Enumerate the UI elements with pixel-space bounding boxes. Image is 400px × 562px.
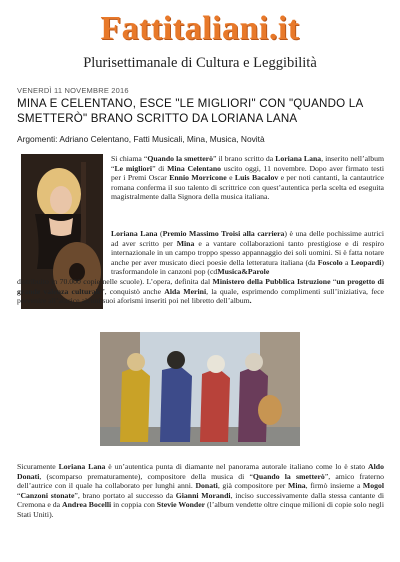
bold-text-run: Ennio Morricone (169, 173, 227, 183)
article-tags (17, 134, 265, 144)
text-run: , (scomparso prematuramente), compositore della musica di “ (39, 471, 253, 481)
bold-text-run: Mina Celentano (167, 163, 222, 173)
bold-text-run: Loriana Lana (58, 462, 106, 471)
bold-text-run: Alda Merini (164, 286, 207, 296)
text-run: a (342, 257, 351, 267)
tags-list[interactable]: Adriano Celentano, Fatti Musicali, Mina, Musica, Novità (59, 134, 265, 144)
paragraph-biography-continued (17, 277, 384, 306)
text-run: è un’autentica punta di diamante nel panorama autorale italiano come lo è stato (105, 462, 369, 471)
bold-text-run: Donati (195, 481, 218, 491)
text-run: , inciso successivamente dalla stessa cantante di Cremona e da (17, 490, 384, 510)
bold-text-run: un progetto di grande valenza culturale (17, 277, 384, 296)
text-run: , firmò insieme a (305, 481, 363, 491)
bold-text-run: Mogol (362, 481, 384, 491)
text-run: Sicuramente (17, 462, 59, 471)
paragraph-intro (111, 154, 384, 202)
text-run: Si chiama “ (111, 154, 148, 163)
bold-text-run: Andrea Bocelli (62, 500, 112, 510)
article-date: VENERDÌ 11 NOVEMBRE 2016 (17, 86, 129, 95)
text-run: ”, brano portato al successo da (74, 490, 176, 500)
text-run: distribuito in 70.000 copie nelle scuole). L’opera, definita dal (17, 277, 213, 286)
text-run: ) è una delle pochissime autrici ad aver scritto per (111, 229, 384, 248)
bold-text-run: Canzoni stonate (20, 490, 75, 500)
bold-text-run: Premio Massimo Troisi alla carriera (162, 229, 285, 238)
article-headline: MINA E CELENTANO, ESCE "LE MIGLIORI" CON "QUANDO LA SMETTERÒ" BRANO SCRITTO DA LORIANA LANA (17, 97, 363, 125)
bold-text-run: Le migliori (114, 163, 153, 173)
text-run: uscito oggi, 11 novembre. Dopo aver firmato testi per i Premi Oscar (111, 163, 385, 183)
text-run: e (226, 173, 235, 183)
text-run: ( (157, 229, 163, 238)
text-run: ) trasformandole in canzoni pop (cd (111, 257, 384, 277)
bold-text-run: Aldo Donati (17, 462, 384, 481)
site-logo[interactable]: Fattitaliani.it (100, 10, 300, 47)
text-run: ” il brano scritto da (212, 154, 276, 163)
text-run: (l’album vendette oltre cinque milioni di copie solo negli Stati Uniti). (17, 500, 384, 519)
paragraph-aldo-donati (17, 462, 384, 520)
text-run: ”, conquistò anche (101, 286, 165, 296)
bold-text-run: Quando la smetterò (252, 471, 325, 481)
street-costumes-photo (100, 332, 300, 446)
bold-text-run: Stevie Wonder (156, 500, 206, 510)
text-run: , la quale, esprimendo complimenti sull’iniziativa, fece pervenire all’autrice alcuni suoi aforismi inseriti poi nel libretto dell’album (17, 286, 384, 306)
text-run: in coppia con (111, 500, 157, 510)
bold-text-run: . (249, 296, 252, 306)
paragraph-biography (111, 229, 384, 277)
text-run: ”, amico fraterno dell’autrice con il quale ha collaborato per lunghi anni. (17, 471, 384, 491)
bold-text-run: Foscolo (317, 257, 343, 267)
bold-text-run: Gianni Morandi (175, 490, 231, 500)
bold-text-run: Musica&Parole (217, 267, 270, 277)
bold-text-run: Quando la smetterò (147, 154, 213, 163)
text-run: , inserito nell’album “ (111, 154, 384, 173)
bold-text-run: Loriana Lana (275, 154, 322, 163)
text-run: ” di (152, 163, 168, 173)
bold-text-run: Mina (176, 238, 195, 248)
site-tagline: Plurisettimanale di Cultura e Leggibilità (83, 55, 317, 71)
bold-text-run: Mina (288, 481, 306, 491)
text-run: e per noti cantanti, la cantautrice romana conferma il suo talento di scrittrice con quest’autentica perla scelta ed eseguita magistralmente dalla Signora della musica italiana. (111, 173, 384, 202)
bold-text-run: Luis Bacalov (234, 173, 279, 183)
bold-text-run: Loriana Lana (111, 229, 158, 238)
text-run: “ (330, 277, 337, 286)
text-run: , già compositore per (217, 481, 288, 491)
bold-text-run: Leopardi (350, 257, 382, 267)
text-run: e a vantare collaborazioni tanto prestigiose e di respiro internazionale in un campo troppo spesso appannaggio dei soli uomini. Si è fatta notare anche per aver musicato dieci poesie della letteratura italiana (da (111, 238, 384, 267)
bold-text-run: Ministero della Pubblica Istruzione (212, 277, 331, 286)
text-run: “ (17, 490, 21, 500)
tags-label: Argomenti: (17, 134, 58, 144)
